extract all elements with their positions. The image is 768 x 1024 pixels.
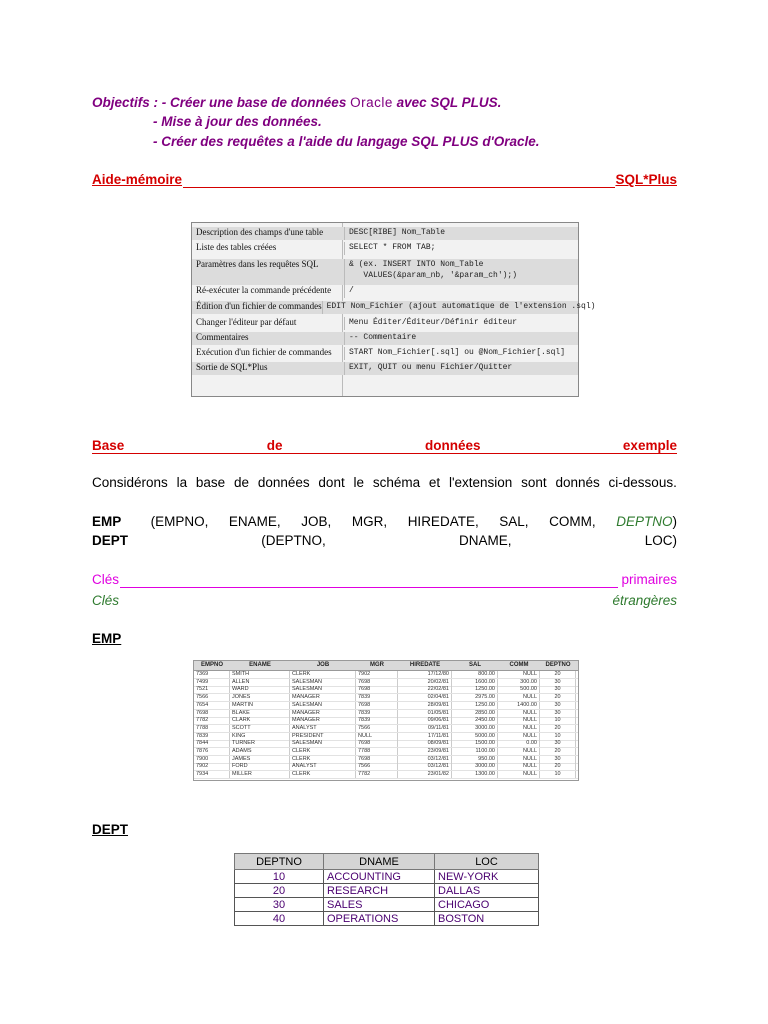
table-row xyxy=(235,870,539,884)
objectives-item-2: - Mise à jour des données. xyxy=(153,114,322,129)
dept-cell: ACCOUNTING xyxy=(324,870,435,884)
emp-cell: 7654 xyxy=(194,702,230,709)
emp-cell: 20 xyxy=(540,671,576,678)
dept-schema-col: LOC) xyxy=(644,533,677,548)
emp-cell: NULL xyxy=(498,733,540,740)
memo-row xyxy=(192,332,578,345)
aide-memoire-rule xyxy=(183,187,615,188)
emp-cell: 500.00 xyxy=(498,686,540,693)
intro-word: l'extension xyxy=(448,475,513,490)
emp-cell: MANAGER xyxy=(290,717,356,724)
emp-cell: 1250.00 xyxy=(452,686,498,693)
dept-cell: 10 xyxy=(235,870,324,884)
emp-cell: 23/09/81 xyxy=(398,748,452,755)
emp-cell: SALESMAN xyxy=(290,679,356,686)
memo-label: Paramètres dans les requêtes SQL xyxy=(196,259,319,269)
emp-cell: WARD xyxy=(230,686,290,693)
primary-keys-legend xyxy=(92,572,677,587)
memo-label: Ré-exécuter la commande précédente xyxy=(196,285,332,295)
emp-cell: ADAMS xyxy=(230,748,290,755)
emp-cell: 7698 xyxy=(356,740,398,747)
objectives-label: Objectifs : xyxy=(92,95,162,110)
memo-label: Changer l'éditeur par défaut xyxy=(196,317,297,327)
emp-cell: NULL xyxy=(498,748,540,755)
emp-cell: SALESMAN xyxy=(290,702,356,709)
emp-schema-col: HIREDATE, xyxy=(407,514,479,529)
emp-schema-col: ENAME, xyxy=(228,514,281,529)
emp-cell: 1400.00 xyxy=(498,702,540,709)
emp-cell: 23/01/82 xyxy=(398,771,452,778)
dept-schema-name: DEPT xyxy=(92,533,129,548)
dept-cell: 40 xyxy=(235,912,324,926)
emp-cell: 7698 xyxy=(356,679,398,686)
aide-memoire-heading xyxy=(92,172,677,187)
emp-cell: 7839 xyxy=(194,733,230,740)
memo-command: -- Commentaire xyxy=(344,332,578,345)
emp-cell: JAMES xyxy=(230,756,290,763)
intro-word: dont xyxy=(318,475,345,490)
emp-cell: 7839 xyxy=(356,710,398,717)
memo-command: SELECT * FROM TAB; xyxy=(344,242,578,255)
emp-cell: 5000.00 xyxy=(452,733,498,740)
emp-header-cell: MGR xyxy=(370,662,384,668)
emp-header-cell: JOB xyxy=(316,662,330,668)
table-row xyxy=(235,884,539,898)
emp-cell: 30 xyxy=(540,679,576,686)
emp-cell: 3000.00 xyxy=(452,725,498,732)
intro-word: de xyxy=(233,475,250,490)
dept-header-cell: DEPTNO xyxy=(235,854,324,870)
intro-sentence xyxy=(92,475,677,490)
emp-cell: NULL xyxy=(356,733,398,740)
dept-table-header xyxy=(235,854,539,870)
emp-cell: FORD xyxy=(230,763,290,770)
emp-cell: MILLER xyxy=(230,771,290,778)
intro-word: base xyxy=(195,475,226,490)
emp-cell: 1600.00 xyxy=(452,679,498,686)
base-exemple-rule xyxy=(92,453,677,454)
emp-cell: 30 xyxy=(540,686,576,693)
memo-command: DESC[RIBE] Nom_Table xyxy=(344,227,578,240)
emp-cell: NULL xyxy=(498,763,540,770)
emp-schema-col: (EMPNO, xyxy=(150,514,209,529)
emp-cell: 10 xyxy=(540,771,576,778)
memo-command: START Nom_Fichier[.sql] ou @Nom_Fichier[.sql] xyxy=(344,347,578,360)
dept-section-title: DEPT xyxy=(92,822,129,837)
table-row xyxy=(194,771,578,779)
dept-schema-col: DNAME, xyxy=(458,533,512,548)
emp-cell: 7698 xyxy=(356,686,398,693)
memo-command: & (ex. INSERT INTO Nom_Table VALUES(&param_nb, '&param_ch');) xyxy=(344,259,578,285)
emp-cell: 28/09/81 xyxy=(398,702,452,709)
memo-command: Menu Éditer/Éditeur/Définir éditeur xyxy=(344,317,578,330)
emp-schema-col: SAL, xyxy=(499,514,529,529)
emp-cell: JONES xyxy=(230,694,290,701)
sqlplus-title: SQL*Plus xyxy=(615,172,677,187)
emp-cell: NULL xyxy=(498,694,540,701)
emp-cell: 10 xyxy=(540,717,576,724)
intro-word: donnés xyxy=(555,475,600,490)
emp-cell: BLAKE xyxy=(230,710,290,717)
memo-command: EDIT Nom_Fichier (ajout automatique de l'extension .sql) xyxy=(322,301,596,314)
intro-word: données xyxy=(257,475,310,490)
foreign-keys-legend xyxy=(92,593,677,608)
memo-label: Sortie de SQL*Plus xyxy=(196,362,268,372)
emp-cell: NULL xyxy=(498,756,540,763)
emp-cell: 30 xyxy=(540,702,576,709)
emp-cell: 22/02/81 xyxy=(398,686,452,693)
emp-table xyxy=(193,660,579,781)
primary-keys-left: Clés xyxy=(92,572,120,587)
emp-cell: TURNER xyxy=(230,740,290,747)
emp-header-cell: HIREDATE xyxy=(409,662,441,668)
emp-cell: 02/04/81 xyxy=(398,694,452,701)
emp-cell: SCOTT xyxy=(230,725,290,732)
intro-word: Considérons xyxy=(92,475,168,490)
emp-cell: CLERK xyxy=(290,756,356,763)
emp-cell: KING xyxy=(230,733,290,740)
emp-cell: 03/12/81 xyxy=(398,763,452,770)
emp-cell: MARTIN xyxy=(230,702,290,709)
memo-row xyxy=(192,227,578,240)
emp-cell: 2850.00 xyxy=(452,710,498,717)
emp-cell: 800.00 xyxy=(452,671,498,678)
emp-cell: 20 xyxy=(540,694,576,701)
emp-cell: 7698 xyxy=(356,702,398,709)
emp-cell: 7902 xyxy=(194,763,230,770)
emp-cell: 17/11/81 xyxy=(398,733,452,740)
emp-cell: 950.00 xyxy=(452,756,498,763)
emp-cell: 7521 xyxy=(194,686,230,693)
emp-cell: 20 xyxy=(540,748,576,755)
emp-schema-col: COMM, xyxy=(549,514,596,529)
emp-cell: 1250.00 xyxy=(452,702,498,709)
memo-label: Exécution d'un fichier de commandes xyxy=(196,347,332,357)
emp-cell: 20/02/81 xyxy=(398,679,452,686)
emp-cell: 2975.00 xyxy=(452,694,498,701)
memo-row xyxy=(192,347,578,360)
emp-cell: ANALYST xyxy=(290,725,356,732)
emp-cell: 7934 xyxy=(194,771,230,778)
emp-cell: 7698 xyxy=(194,710,230,717)
emp-cell: 7782 xyxy=(194,717,230,724)
memo-command: / xyxy=(344,285,578,298)
emp-cell: 7566 xyxy=(356,763,398,770)
objectives-item-1b: avec SQL PLUS. xyxy=(392,95,502,110)
emp-cell: 7876 xyxy=(194,748,230,755)
emp-cell: SMITH xyxy=(230,671,290,678)
emp-cell: MANAGER xyxy=(290,694,356,701)
emp-cell: 2450.00 xyxy=(452,717,498,724)
emp-schema-name: EMP xyxy=(92,514,122,529)
memo-command: EXIT, QUIT ou menu Fichier/Quitter xyxy=(344,362,578,375)
emp-cell: 09/11/81 xyxy=(398,725,452,732)
emp-cell: 17/12/80 xyxy=(398,671,452,678)
emp-schema-close: ) xyxy=(672,514,677,529)
emp-cell: 7839 xyxy=(356,694,398,701)
emp-cell: 1100.00 xyxy=(452,748,498,755)
emp-section-title: EMP xyxy=(92,631,122,646)
objectives-item-3: - Créer des requêtes a l'aide du langage SQL PLUS d'Oracle. xyxy=(153,134,540,149)
emp-header-cell: ENAME xyxy=(249,662,271,668)
memo-row xyxy=(192,259,578,285)
dept-cell: SALES xyxy=(324,898,435,912)
foreign-keys-left: Clés xyxy=(92,593,120,608)
dept-cell: DALLAS xyxy=(435,884,539,898)
emp-table-header xyxy=(194,661,578,671)
emp-cell: 7566 xyxy=(356,725,398,732)
dept-header-cell: DNAME xyxy=(324,854,435,870)
emp-cell: 1300.00 xyxy=(452,771,498,778)
intro-word: sont xyxy=(521,475,547,490)
intro-word: la xyxy=(176,475,188,490)
intro-word: et xyxy=(428,475,441,490)
dept-cell: RESEARCH xyxy=(324,884,435,898)
oracle-word: Oracle xyxy=(350,95,393,110)
emp-cell: 0.00 xyxy=(498,740,540,747)
emp-cell: 30 xyxy=(540,756,576,763)
dept-table xyxy=(234,853,539,926)
base-word-4: exemple xyxy=(622,438,677,453)
emp-cell: 03/12/81 xyxy=(398,756,452,763)
primary-keys-rule xyxy=(120,587,618,588)
emp-cell: 7788 xyxy=(356,748,398,755)
emp-cell: 7499 xyxy=(194,679,230,686)
table-row xyxy=(235,898,539,912)
emp-cell: 01/05/81 xyxy=(398,710,452,717)
dept-cell: CHICAGO xyxy=(435,898,539,912)
emp-cell: MANAGER xyxy=(290,710,356,717)
memo-row xyxy=(192,362,578,375)
memo-row xyxy=(192,242,578,255)
emp-schema-col: JOB, xyxy=(301,514,332,529)
base-word-3: données xyxy=(424,438,481,453)
aide-memoire-title: Aide-mémoire xyxy=(92,172,183,187)
emp-header-cell: EMPNO xyxy=(200,662,223,668)
emp-cell: CLARK xyxy=(230,717,290,724)
emp-cell: 1500.00 xyxy=(452,740,498,747)
memo-row xyxy=(192,285,578,298)
memo-label: Liste des tables créées xyxy=(196,242,277,252)
base-word-2: de xyxy=(266,438,283,453)
emp-cell: 30 xyxy=(540,740,576,747)
table-row xyxy=(235,912,539,926)
emp-cell: NULL xyxy=(498,717,540,724)
emp-cell: CLERK xyxy=(290,771,356,778)
emp-cell: SALESMAN xyxy=(290,740,356,747)
emp-header-cell: SAL xyxy=(469,662,481,668)
emp-cell: 7782 xyxy=(356,771,398,778)
base-word-1: Base xyxy=(92,438,125,453)
emp-cell: CLERK xyxy=(290,748,356,755)
emp-header-cell: DEPTNO xyxy=(545,662,571,668)
emp-cell: NULL xyxy=(498,771,540,778)
memo-label: Description des champs d'une table xyxy=(196,227,324,237)
emp-cell: 300.00 xyxy=(498,679,540,686)
emp-cell: 09/06/81 xyxy=(398,717,452,724)
memo-row xyxy=(192,301,596,314)
dept-cell: 20 xyxy=(235,884,324,898)
dept-cell: BOSTON xyxy=(435,912,539,926)
emp-cell: 30 xyxy=(540,710,576,717)
base-exemple-heading xyxy=(92,438,677,453)
emp-cell: SALESMAN xyxy=(290,686,356,693)
emp-cell: 7788 xyxy=(194,725,230,732)
intro-word: schéma xyxy=(372,475,421,490)
objectives-line-1 xyxy=(92,95,501,110)
memo-row xyxy=(192,317,578,330)
dept-cell: NEW-YORK xyxy=(435,870,539,884)
dept-header-cell: LOC xyxy=(435,854,539,870)
emp-schema xyxy=(92,514,677,529)
emp-cell: 7698 xyxy=(356,756,398,763)
dept-cell: 30 xyxy=(235,898,324,912)
emp-cell: 3000.00 xyxy=(452,763,498,770)
emp-cell: 10 xyxy=(540,733,576,740)
emp-cell: 08/09/81 xyxy=(398,740,452,747)
primary-keys-right: primaires xyxy=(621,572,677,587)
emp-cell: 7839 xyxy=(356,717,398,724)
emp-cell: 7369 xyxy=(194,671,230,678)
memo-label: Édition d'un fichier de commandes xyxy=(196,301,322,311)
emp-cell: 7566 xyxy=(194,694,230,701)
intro-word: ci-dessous. xyxy=(608,475,677,490)
objectives-item-1a: - Créer une base de données xyxy=(161,95,351,110)
emp-header-cell: COMM xyxy=(509,662,529,668)
dept-cell: OPERATIONS xyxy=(324,912,435,926)
dept-schema-col: (DEPTNO, xyxy=(261,533,326,548)
emp-cell: NULL xyxy=(498,725,540,732)
emp-foreign-key: DEPTNO xyxy=(616,514,673,529)
memo-label: Commentaires xyxy=(196,332,249,342)
emp-cell: PRESIDENT xyxy=(290,733,356,740)
emp-cell: 20 xyxy=(540,763,576,770)
emp-cell: ANALYST xyxy=(290,763,356,770)
emp-cell: NULL xyxy=(498,710,540,717)
emp-cell: 7844 xyxy=(194,740,230,747)
emp-cell: CLERK xyxy=(290,671,356,678)
emp-cell: 7902 xyxy=(356,671,398,678)
emp-cell: 20 xyxy=(540,725,576,732)
emp-cell: ALLEN xyxy=(230,679,290,686)
aide-memoire-table xyxy=(191,222,596,397)
foreign-keys-right: étrangères xyxy=(612,593,677,608)
intro-word: le xyxy=(353,475,365,490)
emp-cell: NULL xyxy=(498,671,540,678)
emp-schema-col: MGR, xyxy=(351,514,388,529)
emp-cell: 7900 xyxy=(194,756,230,763)
dept-schema xyxy=(92,533,677,548)
